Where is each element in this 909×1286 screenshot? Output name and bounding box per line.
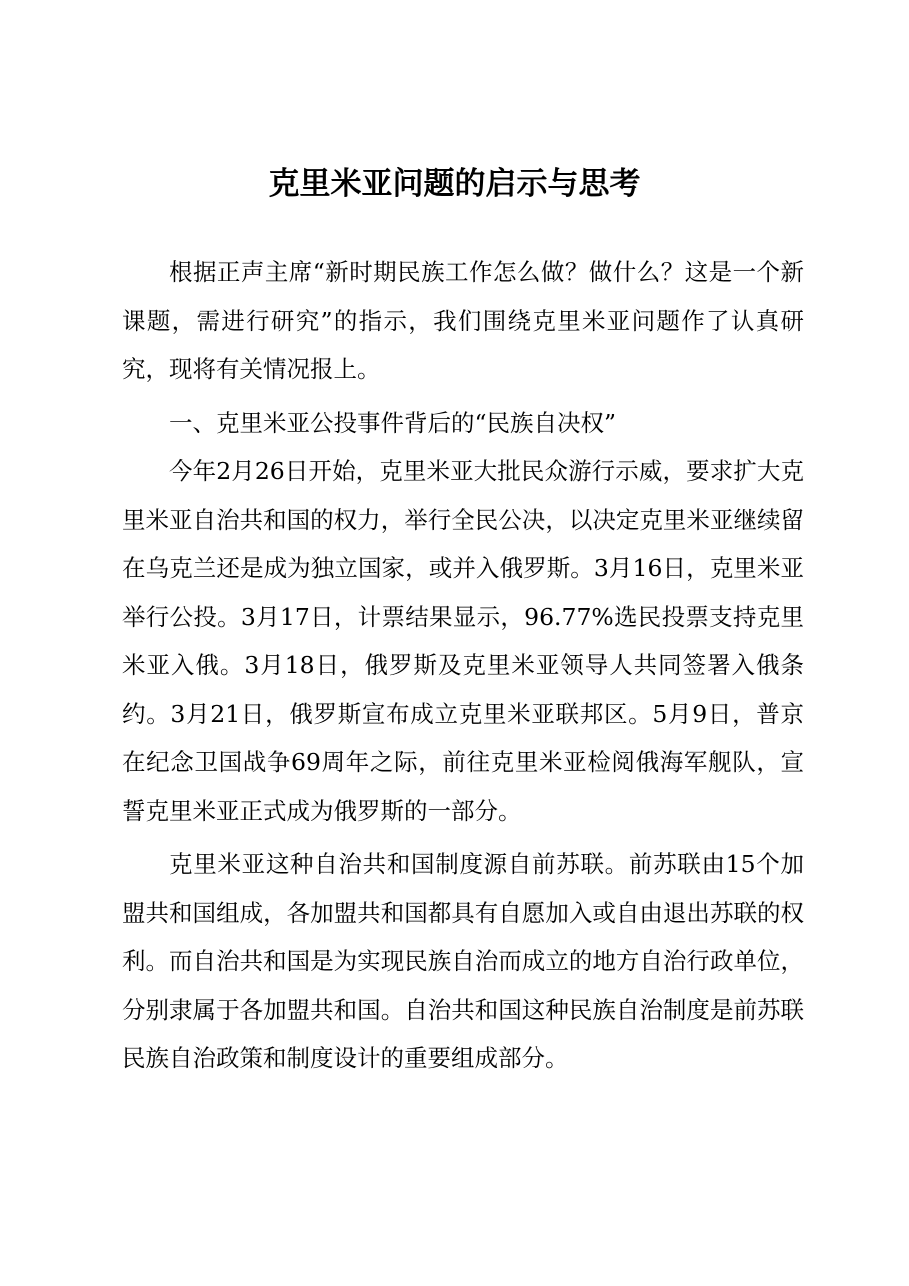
paragraph-timeline: 今年2月26日开始，克里米亚大批民众游行示威，要求扩大克里米亚自治共和国的权力，举行全民公决，以决定克里米亚继续留在乌克兰还是成为独立国家，或并入俄罗斯。3月16日，克里米亚举行公投。3月17日，计票结果显示，96.77%选民投票支持克里米亚入俄。3月18日，俄罗斯及克里米亚领导人共同签署入俄条约。3月21日，俄罗斯宣布成立克里米亚联邦区。5月9日，普京在纪念卫国战争69周年之际，前往克里米亚检阅俄海军舰队，宣誓克里米亚正式成为俄罗斯的一部分。 — [122, 457, 804, 825]
document-title: 克里米亚问题的启示与思考 — [268, 166, 641, 202]
document-body — [122, 248, 804, 1083]
paragraph-soviet-origin: 克里米亚这种自治共和国制度源自前苏联。前苏联由15个加盟共和国组成，各加盟共和国都具有自愿加入或自由退出苏联的权利。而自治共和国是为实现民族自治而成立的地方自治行政单位，分别隶属于各加盟共和国。自治共和国这种民族自治制度是前苏联民族自治政策和制度设计的重要组成部分。 — [122, 850, 804, 1072]
paragraph-intro: 根据正声主席“新时期民族工作怎么做？做什么？这是一个新课题，需进行研究”的指示，我们围绕克里米亚问题作了认真研究，现将有关情况报上。 — [122, 258, 804, 383]
section-heading-1: 一、克里米亚公投事件背后的“民族自决权” — [169, 408, 617, 437]
